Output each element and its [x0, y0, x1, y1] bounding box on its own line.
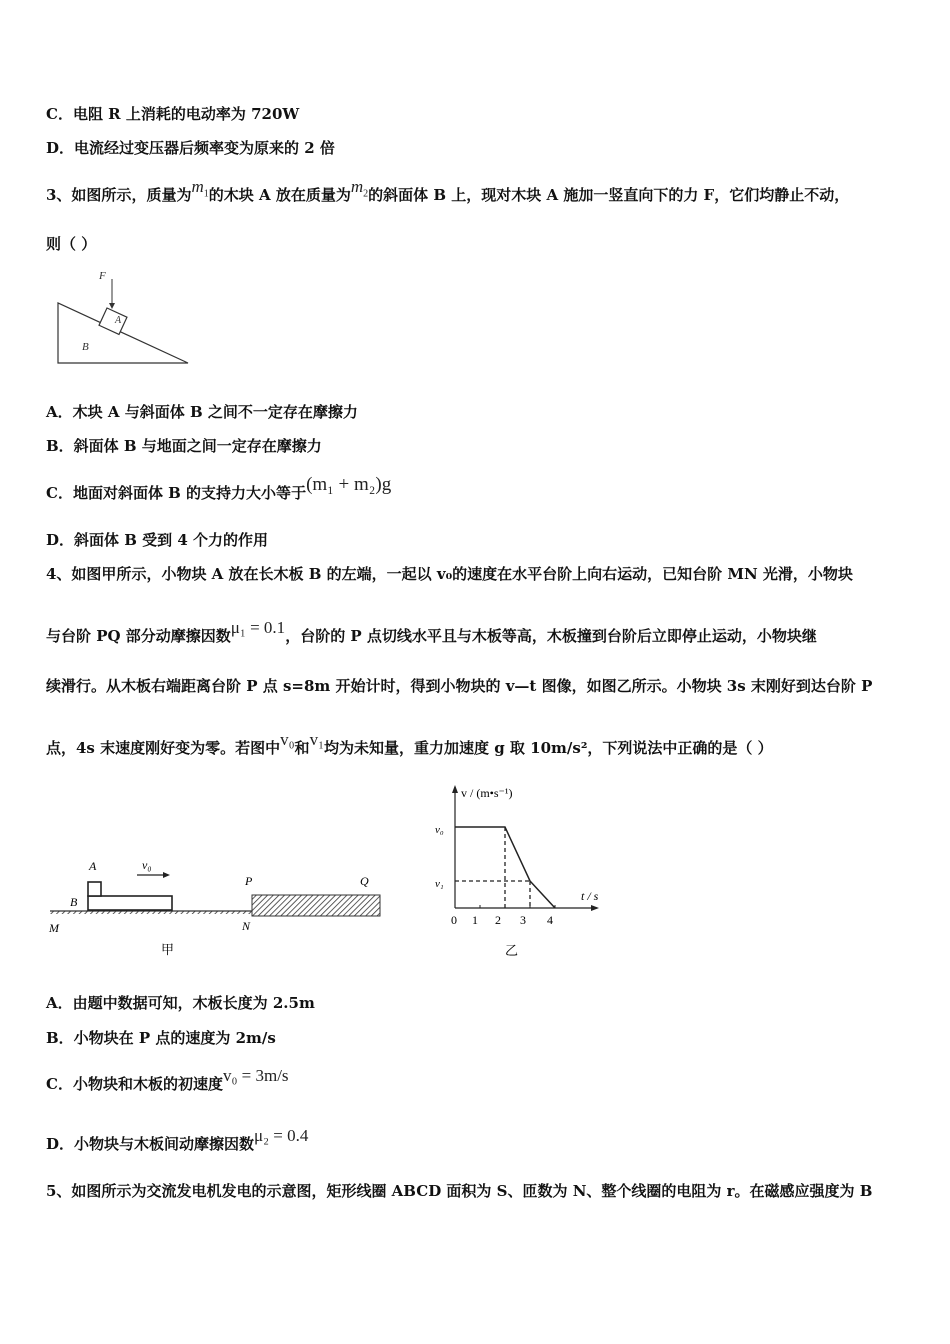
- block-a: [88, 882, 101, 896]
- wedge-b: [58, 303, 188, 363]
- q3-option-d: D．斜面体 B 受到 4 个力的作用: [46, 531, 269, 549]
- vt-series-line: [455, 827, 555, 908]
- block-label: A: [115, 315, 122, 326]
- svg-text:N: N: [242, 919, 251, 933]
- q4-stem-line4: 点，4s 末速度刚好变为零。若图中v₀和v₁均为未知量，重力加速度 g 取 10m/s²，下列说法中正确的是（ ）: [46, 730, 773, 757]
- x-tick-4: 4: [547, 913, 553, 927]
- q2-option-c: C．电阻 R 上消耗的电动率为 720W: [46, 105, 300, 123]
- q4-stem-line3: 续滑行。从木板右端距离台阶 P 点 s=8m 开始计时，得到小物块的 v—t 图像，如图乙所示。小物块 3s 末刚好到达台阶 P: [46, 677, 873, 695]
- q3-stem-line2: 则（ ）: [46, 235, 97, 253]
- y-axis-label: v / (m•s⁻¹): [461, 786, 513, 800]
- q4-stem-line2: 与台阶 PQ 部分动摩擦因数μ₁ = 0.1，台阶的 P 点切线水平且与木板等高，木板撞到台阶后立即停止运动，小物块继: [46, 618, 817, 645]
- board-b: [88, 896, 172, 910]
- q4-option-a: A．由题中数据可知，木板长度为 2.5m: [46, 994, 315, 1012]
- v1-symbol: v₁: [309, 730, 324, 749]
- x-tick-0: 0: [451, 913, 457, 927]
- y-tick-v0: v₀: [435, 824, 444, 836]
- q5-stem-line1: 5、如图所示为交流发电机发电的示意图，矩形线圈 ABCD 面积为 S、匝数为 N、整个线圈的电阻为 r。在磁感应强度为 B: [46, 1182, 873, 1200]
- x-tick-1: 1: [472, 913, 478, 927]
- q3-option-b: B．斜面体 B 与地面之间一定存在摩擦力: [46, 437, 322, 455]
- svg-text:P: P: [245, 874, 253, 888]
- q4-option-b: B．小物块在 P 点的速度为 2m/s: [46, 1029, 276, 1047]
- svg-text:Q: Q: [360, 874, 369, 888]
- svg-text:B: B: [70, 895, 78, 909]
- force-label: F: [99, 270, 106, 282]
- m2-symbol: $m_2$: [350, 177, 369, 200]
- q4-vt-chart: [425, 775, 615, 965]
- q3-stem: 3、如图所示，质量为$m_1$的木块 A 放在质量为$m_2$的斜面体 B 上，现对木块 A 施加一竖直向下的力 F，它们均静止不动，: [46, 177, 850, 204]
- wedge-label: B: [82, 341, 89, 353]
- q3-incline-figure: [55, 265, 195, 370]
- svg-text:v₀: v₀: [142, 858, 152, 872]
- q4-stem-line1: 4、如图甲所示，小物块 A 放在长木板 B 的左端，一起以 v₀的速度在水平台阶上向右运动，已知台阶 MN 光滑，小物块: [46, 565, 853, 583]
- chart-caption: 乙: [505, 943, 519, 958]
- q4-option-c: C．小物块和木板的初速度v₀ = 3m/s: [46, 1066, 289, 1093]
- y-tick-v1: v₁: [435, 878, 444, 890]
- q4-option-c-formula: v₀ = 3m/s: [222, 1066, 289, 1085]
- svg-text:A: A: [89, 859, 97, 873]
- v0-symbol: v₀: [280, 730, 295, 749]
- m1-symbol: $m_1$: [191, 177, 209, 200]
- x-tick-3: 3: [520, 913, 526, 927]
- x-axis-label: t / s: [581, 889, 599, 903]
- q3-option-a: A．木块 A 与斜面体 B 之间不一定存在摩擦力: [46, 403, 358, 421]
- x-tick-2: 2: [495, 913, 501, 927]
- svg-text:甲: 甲: [161, 942, 175, 957]
- q2-option-d: D．电流经过变压器后频率变为原来的 2 倍: [46, 139, 335, 157]
- mu1-formula: μ₁ = 0.1: [230, 618, 286, 637]
- svg-text:M: M: [49, 921, 59, 935]
- q4-figure-jia: [40, 845, 390, 965]
- q3-option-c-formula: (m₁ + m₂)g: [306, 474, 392, 495]
- step-pq: [252, 895, 380, 916]
- q3-option-c: C．地面对斜面体 B 的支持力大小等于(m₁ + m₂)g: [46, 474, 392, 502]
- q4-option-d-formula: μ₂ = 0.4: [254, 1126, 309, 1145]
- block-a: [99, 308, 127, 334]
- q4-option-d: D．小物块与木板间动摩擦因数μ₂ = 0.4: [46, 1126, 309, 1153]
